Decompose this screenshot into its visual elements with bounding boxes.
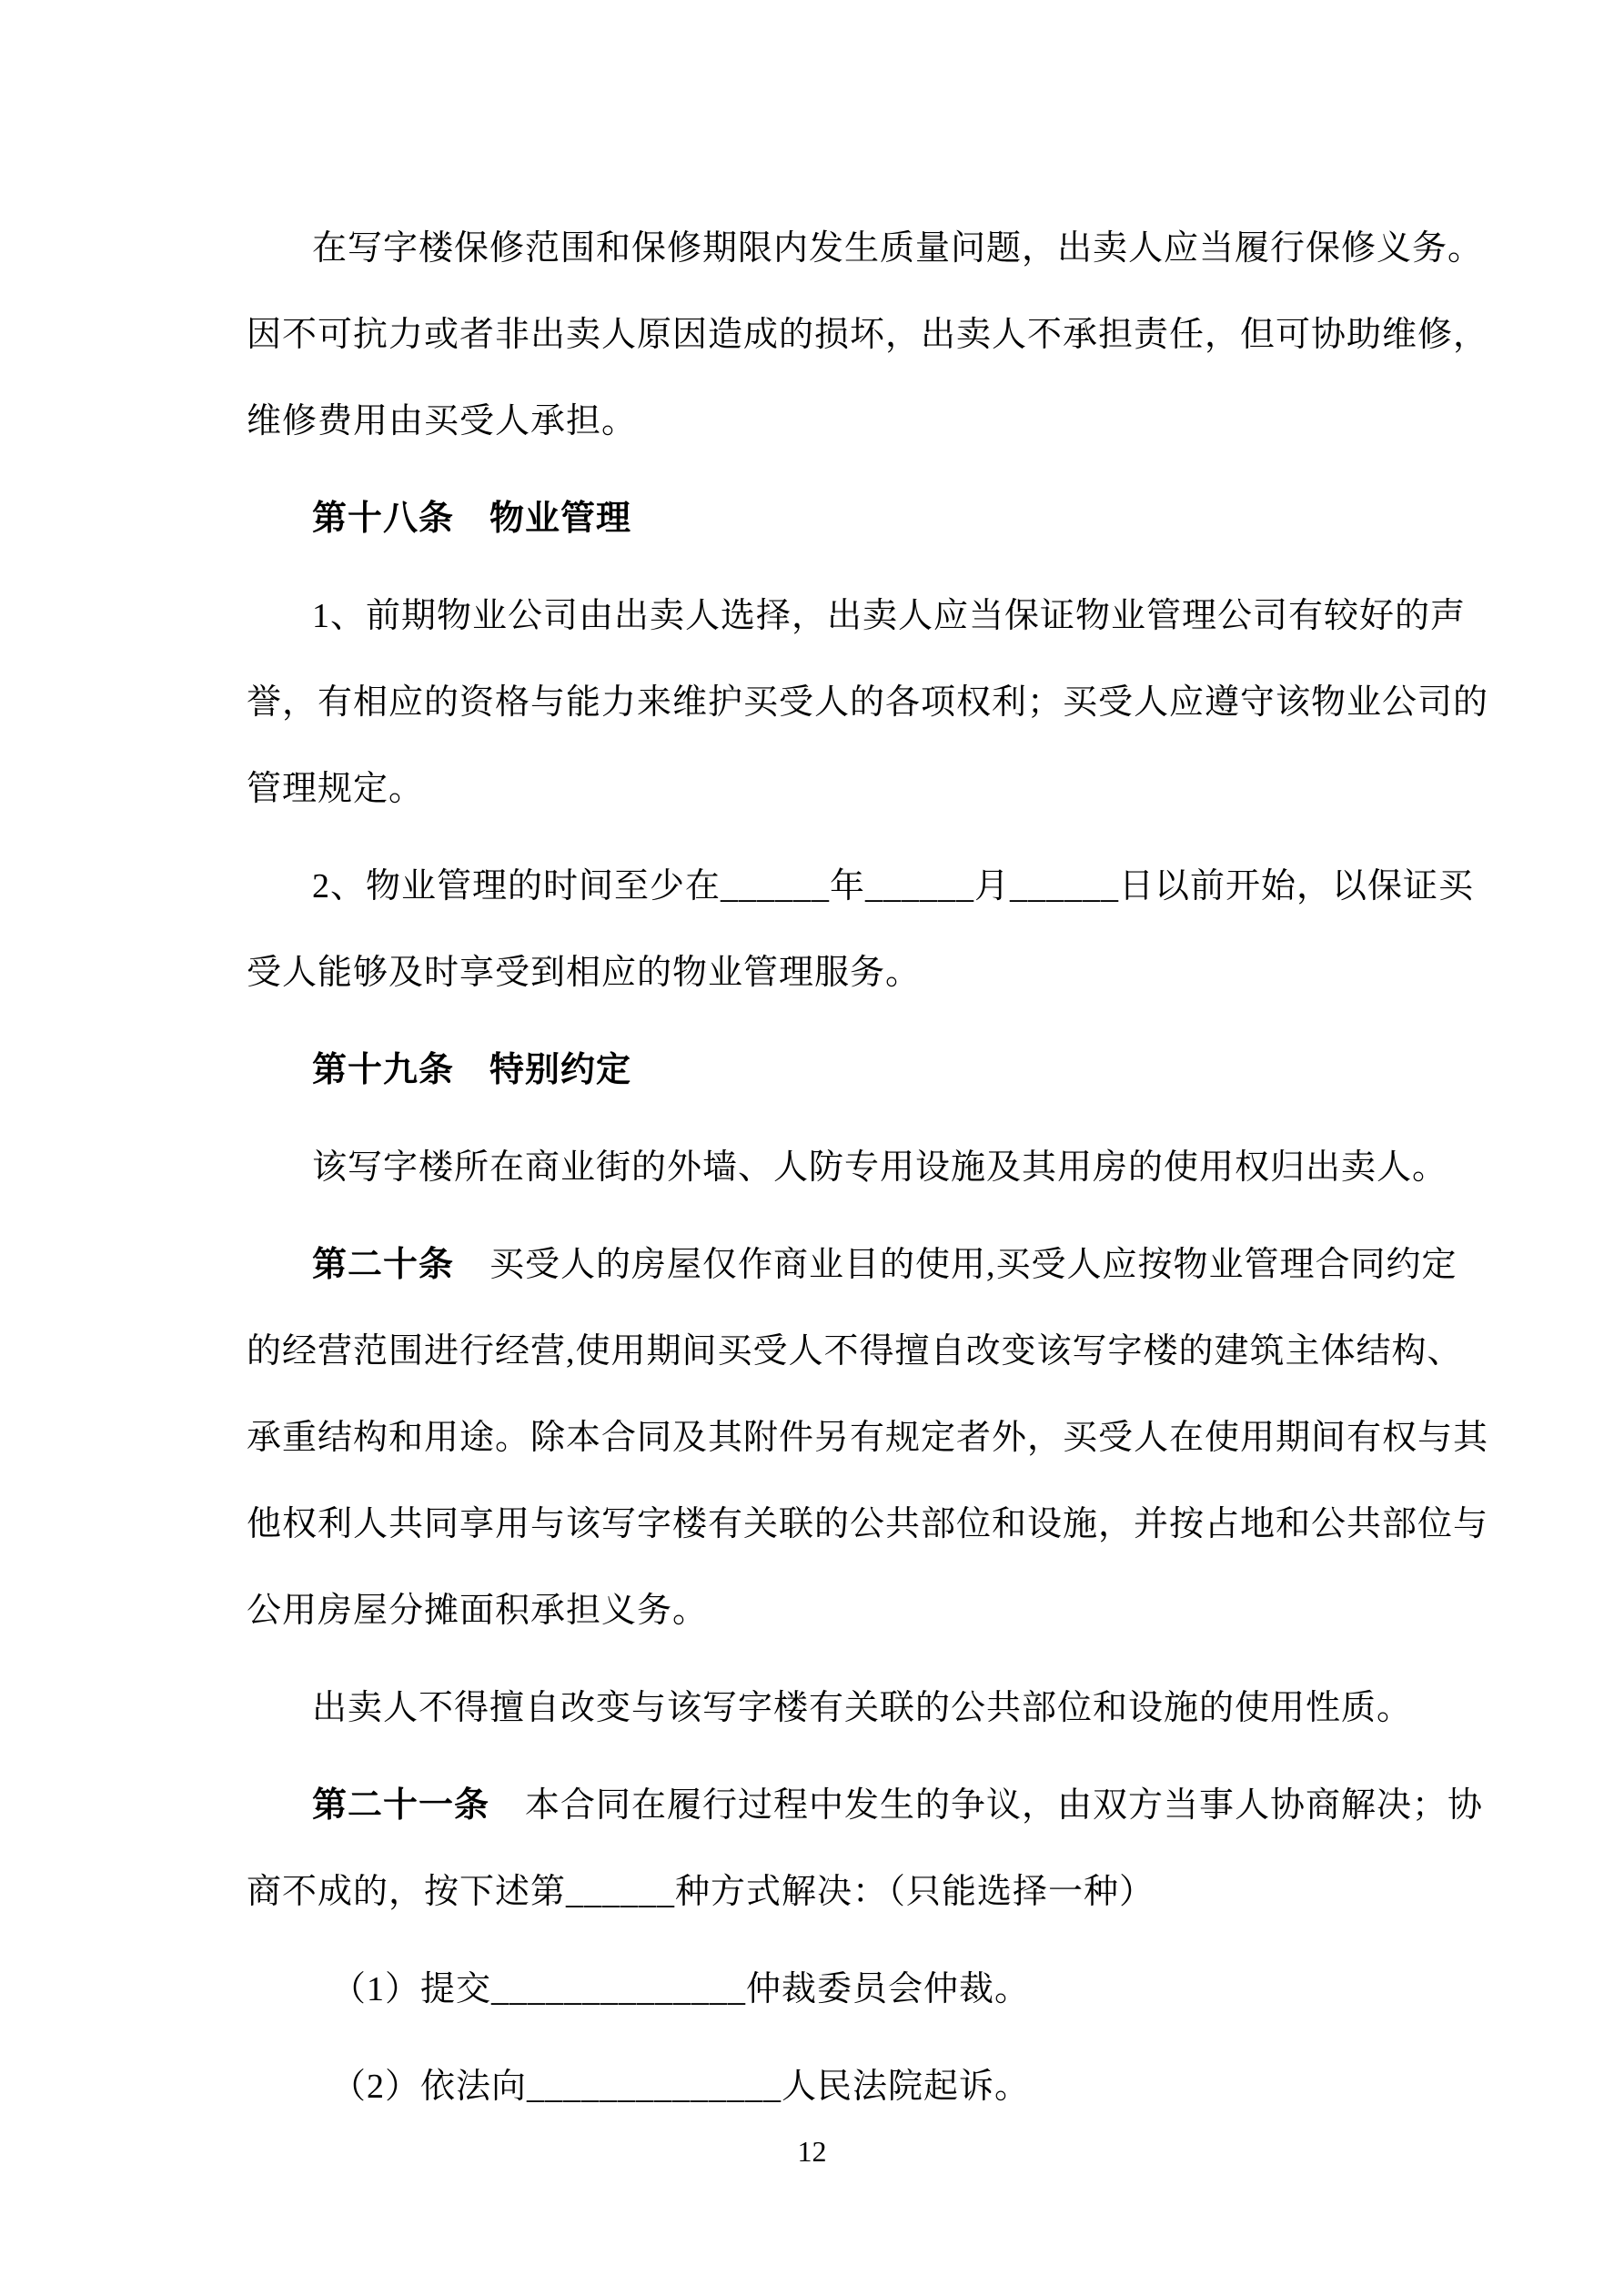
page-number: 12 <box>797 2135 827 2168</box>
text-line <box>247 951 1502 995</box>
clause-heading-text: 第十九条 特别约定 <box>312 1051 632 1089</box>
text-line <box>247 1589 1502 1633</box>
text-line <box>247 594 1568 638</box>
clause-body-text: 的经营范围进行经营,使用期间买受人不得擅自改变该写字楼的建筑主体结构、 <box>247 1332 1463 1371</box>
text-line <box>247 865 1568 908</box>
clause-body-text: 本合同在履行过程中发生的争议，由双方当事人协商解决；协 <box>489 1786 1484 1825</box>
clause-heading-text: 第二十条 <box>312 1246 455 1284</box>
clause-body-text: 维修费用由买受人承担。 <box>247 402 638 440</box>
text-line <box>247 1502 1502 1546</box>
clause-body-text: 誉，有相应的资格与能力来维护买受人的各项权利；买受人应遵守该物业公司的 <box>247 683 1489 722</box>
clause-body-text: 商不成的，按下述第______种方式解决：（只能选择一种） <box>247 1873 1155 1911</box>
clause-body-text: 他权利人共同享用与该写字楼有关联的公共部位和设施，并按占地和公共部位与 <box>247 1505 1489 1543</box>
text-line <box>247 2065 1587 2109</box>
text-line <box>247 1870 1502 1914</box>
clause-body-text: 买受人的房屋仅作商业目的使用,买受人应按物业管理合同约定 <box>454 1246 1458 1284</box>
text-line <box>247 1967 1587 2011</box>
text-line <box>247 767 1502 811</box>
clause-body-text: 1、前期物业公司由出卖人选择，出卖人应当保证物业管理公司有较好的声 <box>312 597 1467 635</box>
text-line <box>247 313 1502 357</box>
clause-body-text: 在写字楼保修范围和保修期限内发生质量问题，出卖人应当履行保修义务。 <box>312 229 1484 268</box>
text-line <box>247 227 1568 270</box>
clause-heading-text: 第十八条 物业管理 <box>312 500 632 538</box>
clause-body-text: 该写字楼所在商业街的外墙、人防专用设施及其用房的使用权归出卖人。 <box>312 1148 1448 1187</box>
text-line <box>247 1784 1568 1827</box>
text-line <box>247 1243 1568 1287</box>
clause-body-text: 受人能够及时享受到相应的物业管理服务。 <box>247 954 922 992</box>
text-line <box>247 400 1502 443</box>
clause-heading-text: 第二十一条 <box>312 1786 490 1825</box>
text-line <box>247 1330 1502 1373</box>
clause-body-text: （2）依法向______________人民法院起诉。 <box>331 2068 1031 2106</box>
text-line <box>247 1686 1568 1730</box>
text-line <box>247 1048 1568 1092</box>
clause-body-text: 承重结构和用途。除本合同及其附件另有规定者外，买受人在使用期间有权与其 <box>247 1419 1489 1457</box>
clause-body-text: （1）提交______________仲裁委员会仲裁。 <box>331 1970 1031 2008</box>
text-line <box>247 1146 1568 1189</box>
clause-body-text: 管理规定。 <box>247 770 425 808</box>
clause-body-text: 因不可抗力或者非出卖人原因造成的损坏，出卖人不承担责任，但可协助维修， <box>247 316 1489 354</box>
clause-body-text: 公用房屋分摊面积承担义务。 <box>247 1592 709 1630</box>
clause-body-text: 出卖人不得擅自改变与该写字楼有关联的公共部位和设施的使用性质。 <box>312 1689 1413 1727</box>
clause-body-text: 2、物业管理的时间至少在______年______月______日以前开始，以保证买 <box>312 867 1475 905</box>
text-line <box>247 497 1568 541</box>
text-line <box>247 1416 1502 1460</box>
text-line <box>247 681 1502 724</box>
